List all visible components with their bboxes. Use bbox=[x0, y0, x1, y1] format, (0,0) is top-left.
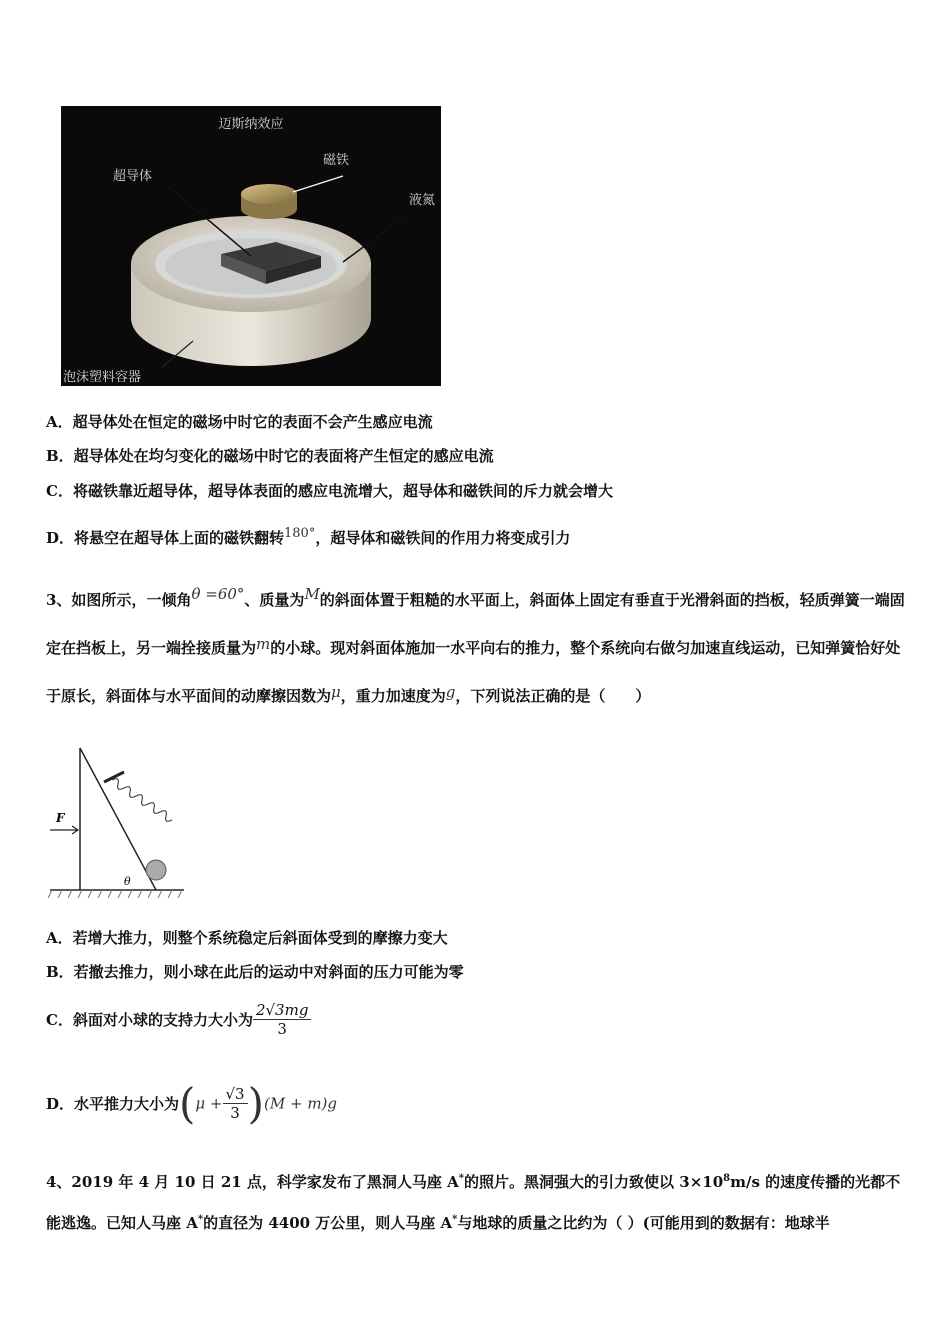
q3-option-d: D．水平推力大小为(μ + $\frac{√3}{3}$ )(M + m)g bbox=[46, 1079, 337, 1128]
q2-option-d bbox=[46, 526, 570, 548]
q3-option-c-text: C．斜面对小球的支持力大小为 bbox=[46, 1011, 253, 1029]
q4-sup: * bbox=[458, 1173, 465, 1184]
q3-option-d-text: D．水平推力大小为 bbox=[46, 1095, 180, 1113]
q3-option-d-mu: μ + bbox=[195, 1094, 223, 1113]
q4-sup: * bbox=[197, 1214, 204, 1225]
q3-stem-part: ，重力加速度为 bbox=[340, 687, 446, 705]
q3-stem-part: 、质量为 bbox=[244, 591, 305, 609]
q2-option-c: C．将磁铁靠近超导体，超导体表面的感应电流增大，超导体和磁铁间的斥力就会增大 bbox=[46, 482, 613, 500]
angle-label: θ bbox=[124, 875, 131, 888]
q4-stem-part: 的直径为 4400 万公里，则人马座 A bbox=[203, 1214, 453, 1232]
q4-stem-part: 与地球的质量之比约为（ ）(可能用到的数据有：地球半 bbox=[457, 1214, 830, 1232]
q2-option-d-text-1: D．将悬空在超导体上面的磁铁翻转 bbox=[46, 529, 285, 547]
q2-option-a: A．超导体处在恒定的磁场中时它的表面不会产生感应电流 bbox=[46, 413, 433, 431]
q3-mass-m: m bbox=[256, 635, 271, 653]
q3-mu: μ bbox=[331, 683, 341, 701]
q3-option-c bbox=[46, 1001, 311, 1038]
q4-stem-part: 的照片。黑洞强大的引力致使以 3×10 bbox=[464, 1173, 724, 1191]
q2-option-b: B．超导体处在均匀变化的磁场中时它的表面将产生恒定的感应电流 bbox=[46, 447, 494, 465]
label-container: 泡沫塑料容器 bbox=[63, 370, 142, 385]
q4-stem-part: m/s 的速度传播的光都不能逃逸。已知人马座 A bbox=[46, 1173, 901, 1232]
q3-stem-part: 的小球。现对斜面体施加一水平向右的推力，整个系统向右做匀加速直线运动，已知弹簧恰好处于原长，斜面体与水平面间的动摩擦因数为 bbox=[46, 639, 901, 705]
q3-option-a: A．若增大推力，则整个系统稳定后斜面体受到的摩擦力变大 bbox=[46, 929, 448, 947]
meissner-effect-figure bbox=[61, 106, 441, 386]
q3-mass-M: M bbox=[304, 585, 320, 603]
force-label: F bbox=[56, 811, 65, 825]
q3-option-b: B．若撤去推力，则小球在此后的运动中对斜面的压力可能为零 bbox=[46, 963, 464, 981]
label-magnet: 磁铁 bbox=[323, 153, 350, 168]
q3-g: g bbox=[445, 683, 456, 701]
q3-stem-part: ，下列说法正确的是（ ） bbox=[455, 687, 651, 705]
q4-stem bbox=[46, 1160, 908, 1242]
q3-stem-part: 3、如图所示，一倾角 bbox=[46, 591, 192, 609]
q3-stem bbox=[46, 572, 908, 718]
fraction-numerator: 2√3mg bbox=[253, 1001, 311, 1020]
label-superconductor: 超导体 bbox=[113, 169, 153, 184]
figure1-title: 迈斯纳效应 bbox=[218, 117, 284, 132]
q3-stem-part: 的斜面体置于粗糙的水平面上，斜面体上固定有垂直于光滑斜面的挡板，轻质弹簧一端固定在挡板上，另一端拴接质量为 bbox=[46, 591, 905, 657]
q4-stem-part: 4、2019 年 4 月 10 日 21 点，科学家发布了黑洞人马座 A bbox=[46, 1173, 459, 1191]
incline-spring-figure bbox=[48, 742, 188, 907]
q4-sup: 8 bbox=[723, 1173, 731, 1184]
fraction-denominator: 3 bbox=[230, 1104, 240, 1122]
q3-option-c-fraction bbox=[253, 1001, 311, 1038]
fraction-denominator: 3 bbox=[277, 1020, 287, 1038]
q3-theta: θ =60° bbox=[191, 585, 245, 603]
q2-option-d-angle: 180° bbox=[284, 526, 316, 541]
fraction-numerator: √3 bbox=[223, 1085, 248, 1104]
label-liquid-nitrogen: 液氮 bbox=[409, 193, 436, 208]
q4-sup: * bbox=[452, 1214, 458, 1225]
q3-option-d-fraction bbox=[223, 1085, 248, 1122]
q3-option-d-tail: (M + m)g bbox=[264, 1094, 337, 1113]
q2-option-d-text-2: ，超导体和磁铁间的作用力将变成引力 bbox=[315, 529, 571, 547]
